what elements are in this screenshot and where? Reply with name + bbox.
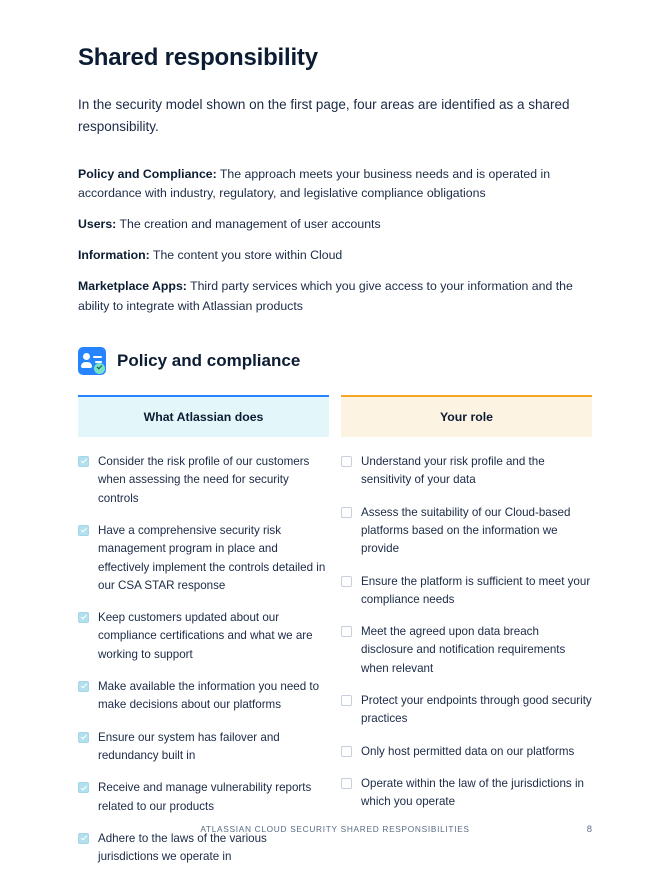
- list-item: [341, 623, 592, 678]
- list-item: [78, 522, 329, 595]
- checkbox-empty-icon: [341, 456, 352, 467]
- list-item: [78, 779, 329, 816]
- responsibility-text: Third party services which you give access to your information and the ability to integrate with Atlassian products: [78, 279, 573, 314]
- checkbox-empty-icon: [341, 576, 352, 587]
- checkbox-empty-icon: [341, 507, 352, 518]
- item-label: Protect your endpoints through good security practices: [361, 694, 592, 726]
- responsibility-label: Policy and Compliance:: [78, 166, 217, 181]
- list-item: [341, 692, 592, 729]
- list-item: [78, 453, 329, 508]
- page-title: Shared responsibility: [78, 44, 318, 71]
- list-item: [78, 277, 592, 317]
- list-item: [78, 246, 592, 266]
- item-label: Keep customers updated about our compliance certifications and what we are working to support: [98, 611, 313, 661]
- item-label: Have a comprehensive security risk management program in place and effectively implement the controls detailed in our CSA STAR response: [98, 523, 326, 592]
- list-item: [341, 504, 592, 559]
- item-label: Adhere to the laws of the various jurisdictions we operate in: [98, 831, 267, 864]
- list-item: [341, 775, 592, 812]
- item-label: Only host permitted data on our platforms: [361, 744, 575, 758]
- checkbox-checked-icon: [78, 612, 89, 623]
- list-item: [341, 453, 592, 490]
- checkbox-checked-icon: [78, 456, 89, 467]
- item-label: Consider the risk profile of our customers when assessing the need for security controls: [98, 454, 310, 505]
- checkbox-empty-icon: [341, 778, 352, 789]
- section-title: Policy and compliance: [117, 350, 301, 370]
- checkbox-checked-icon: [78, 833, 89, 844]
- responsibility-text: The approach meets your business needs and is operated in accordance with industry, regulatory, and legislative compliance obligations: [78, 166, 551, 201]
- checkbox-empty-icon: [341, 746, 352, 757]
- responsibility-label: Users:: [78, 217, 117, 232]
- item-label: Ensure our system has failover and redundancy built in: [98, 730, 280, 763]
- checkbox-checked-icon: [78, 525, 89, 536]
- column-atlassian-items: [78, 453, 329, 881]
- responsibility-text: The creation and management of user accounts: [116, 217, 381, 232]
- item-label: Understand your risk profile and the sensitivity of your data: [361, 454, 545, 487]
- list-item: [78, 830, 329, 867]
- id-badge-check-icon: [78, 347, 106, 375]
- list-item: [341, 573, 592, 610]
- checkbox-checked-icon: [78, 782, 89, 793]
- responsibility-list: [78, 165, 592, 317]
- column-header-atlassian: What Atlassian does: [78, 395, 329, 437]
- item-label: Assess the suitability of our Cloud-based platforms based on the information we provide: [361, 505, 571, 556]
- list-item: [341, 743, 592, 761]
- column-your-role-items: [341, 453, 592, 881]
- page-number: 8: [586, 823, 592, 835]
- table-body: [78, 453, 592, 881]
- item-label: Make available the information you need to make decisions about our platforms: [98, 680, 320, 712]
- responsibility-label: Marketplace Apps:: [78, 279, 187, 294]
- column-header-your-role: Your role: [341, 395, 592, 437]
- checkbox-checked-icon: [78, 681, 89, 692]
- item-label: Ensure the platform is sufficient to meet your compliance needs: [361, 574, 591, 606]
- table-header-row: [78, 395, 592, 437]
- list-item: [78, 678, 329, 715]
- page-footer: [78, 824, 592, 834]
- checkbox-checked-icon: [78, 732, 89, 743]
- checkbox-empty-icon: [341, 695, 352, 706]
- item-label: Meet the agreed upon data breach disclosure and notification requirements when relevant: [361, 625, 566, 675]
- item-label: Operate within the law of the jurisdictions in which you operate: [361, 777, 584, 809]
- list-item: [78, 729, 329, 766]
- footer-label: ATLASSIAN CLOUD SECURITY SHARED RESPONSIBILITIES: [200, 824, 470, 834]
- list-item: [78, 609, 329, 664]
- responsibility-label: Information:: [78, 248, 150, 263]
- responsibility-text: The content you store within Cloud: [149, 248, 343, 263]
- item-label: Receive and manage vulnerability reports related to our products: [98, 781, 312, 813]
- checkbox-empty-icon: [341, 626, 352, 637]
- section-header: [78, 347, 592, 375]
- intro-paragraph: In the security model shown on the first page, four areas are identified as a shared responsibility.: [78, 97, 570, 135]
- list-item: [78, 165, 592, 205]
- list-item: [78, 215, 592, 235]
